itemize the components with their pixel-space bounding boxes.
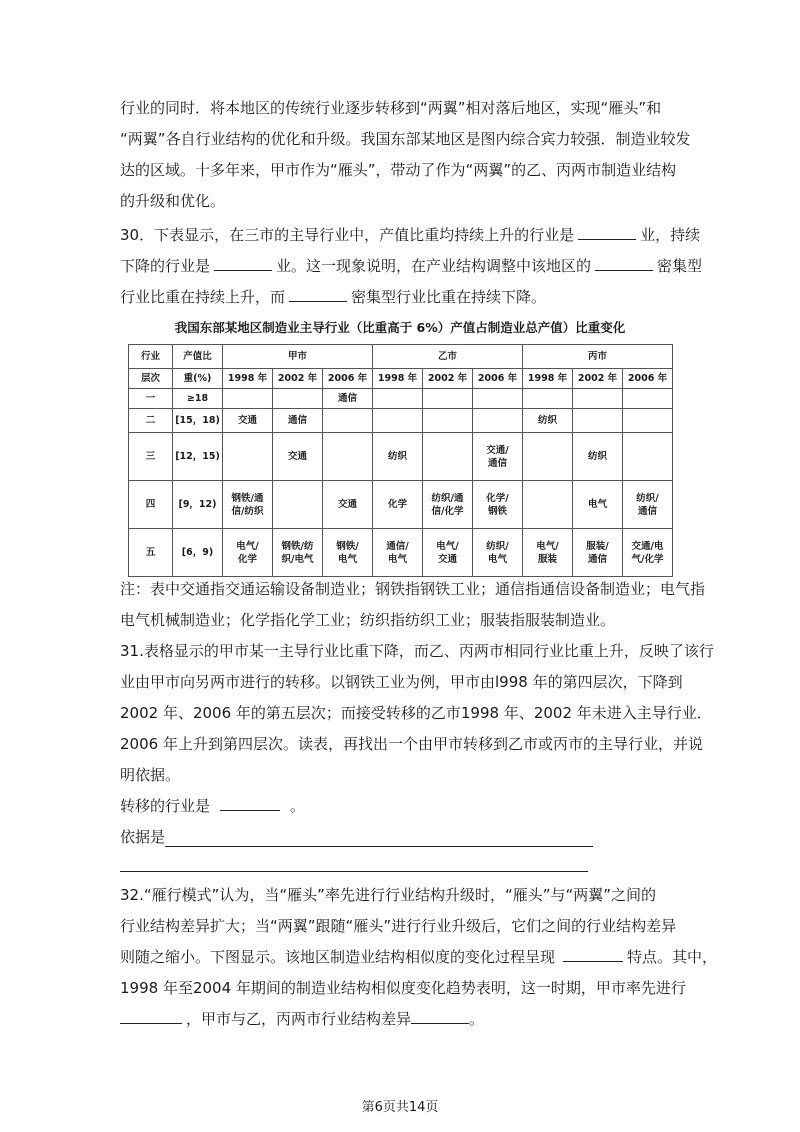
table-cell — [573, 389, 623, 409]
table-cell — [373, 529, 423, 577]
row-share-range: [15，18) — [173, 409, 223, 433]
cell-text: 交通 — [287, 451, 307, 462]
header-city-yi: 乙市 — [373, 345, 523, 369]
intro-line-3: 达的区域。十多年来，甲市作为“雁头”，带动了作为“两翼”的乙、丙两市制造业结构 — [120, 161, 677, 179]
q31-transfer-blank[interactable] — [220, 792, 280, 811]
q30-blank-4[interactable] — [289, 283, 347, 302]
q32-text-5a: ，甲市与乙，丙两市行业结构差异 — [186, 1010, 412, 1028]
table-cell — [523, 409, 573, 433]
table-cell — [323, 389, 373, 409]
table-cell — [423, 433, 473, 481]
row-share-range: [12，15) — [173, 433, 223, 481]
header-year: 2006 年 — [473, 369, 523, 389]
header-level: 行业 — [129, 345, 173, 369]
q32-line-3 — [120, 942, 718, 973]
table-cell — [323, 481, 373, 529]
cell-text: 信/化学 — [431, 505, 464, 517]
row-level: 三 — [129, 433, 173, 481]
header-year: 2002 年 — [423, 369, 473, 389]
header-city-bing: 丙市 — [523, 345, 673, 369]
header-share: 产值比 — [173, 345, 223, 369]
q31-line-3: 2002 年、2006 年的第五层次；而接受转移的乙市1998 年、2002 年未进入主导行业． — [120, 704, 712, 722]
cell-text: 钢铁/ — [336, 540, 359, 552]
table-row — [129, 409, 673, 433]
table-cell — [623, 481, 673, 529]
cell-text: 服装 — [537, 553, 557, 565]
cell-text: 纺织 — [587, 451, 607, 462]
question-31 — [120, 636, 714, 853]
table-cell — [523, 433, 573, 481]
q32-blank-1[interactable] — [563, 943, 623, 962]
header-year: 1998 年 — [373, 369, 423, 389]
cell-text: 电气 — [387, 553, 407, 565]
note-line-2: 电气机械制造业；化学指化学工业；纺织指纺织工业；服装指服装制造业。 — [120, 611, 616, 629]
q30-text-2a: 下降的行业是 — [120, 257, 211, 275]
table-cell — [573, 433, 623, 481]
table-cell — [273, 389, 323, 409]
q30-text-1b: 业，持续 — [640, 226, 701, 244]
q32-text-5b: 。 — [469, 1010, 485, 1028]
table-cell — [323, 409, 373, 433]
row-share-range: [9，12) — [173, 481, 223, 529]
cell-text: 通信 — [587, 553, 607, 565]
table-cell — [423, 409, 473, 433]
q30-text-2c: 密集型 — [657, 257, 703, 275]
cell-text: 气/化学 — [631, 553, 664, 565]
cell-text: 服装/ — [586, 540, 609, 552]
q32-line-2: 行业结构差异扩大；当“两翼”跟随“雁头”进行行业升级后，它们之间的行业结构差异 — [120, 917, 677, 935]
row-share-range: ≥18 — [173, 389, 223, 409]
table-cell — [273, 481, 323, 529]
cell-text: 化学 — [387, 499, 407, 510]
cell-text: 通信 — [487, 457, 507, 469]
header-year: 2002 年 — [273, 369, 323, 389]
table-cell — [273, 529, 323, 577]
question-32 — [120, 880, 718, 1035]
q30-line-2 — [120, 251, 703, 282]
table-note — [120, 574, 706, 636]
table-cell — [573, 409, 623, 433]
cell-text: 钢铁/纺 — [281, 540, 314, 552]
intro-line-1: 行业的同时．将本地区的传统行业逐步转移到“两翼”相对落后地区，实现“雁头”和 — [120, 99, 662, 117]
q30-blank-1[interactable] — [578, 221, 636, 240]
q32-text-3a: 则随之缩小。下图显示。该地区制造业结构相似度的变化过程呈现 — [120, 948, 556, 966]
table-cell — [223, 481, 273, 529]
table-row — [129, 389, 673, 409]
cell-text: 化学 — [237, 553, 257, 565]
header-year: 2006 年 — [623, 369, 673, 389]
industry-table-grid — [128, 344, 673, 577]
q32-line-5 — [120, 1004, 690, 1035]
table-cell — [373, 409, 423, 433]
intro-line-4: 的升级和优化。 — [120, 192, 226, 210]
table-cell — [473, 433, 523, 481]
cell-text: 电气 — [337, 553, 357, 565]
q30-text-3a: 行业比重在持续上升，而 — [120, 288, 286, 306]
row-level: 五 — [129, 529, 173, 577]
table-cell — [273, 433, 323, 481]
q32-blank-3[interactable] — [411, 1005, 469, 1024]
table-cell — [623, 529, 673, 577]
table-cell — [473, 529, 523, 577]
q30-text-2b: 业。这一现象说明，在产业结构调整中该地区的 — [276, 257, 592, 275]
q30-line-1 — [120, 220, 701, 251]
table-cell — [223, 389, 273, 409]
cell-text: 纺织 — [387, 451, 407, 462]
table-cell — [223, 433, 273, 481]
table-cell — [373, 433, 423, 481]
cell-text: 信/纺织 — [231, 505, 264, 517]
cell-text: 通信 — [337, 393, 357, 404]
q31-transfer-end: 。 — [290, 797, 306, 815]
table-cell — [573, 529, 623, 577]
table-row — [129, 529, 673, 577]
cell-text: 纺织 — [537, 415, 557, 426]
header-year: 1998 年 — [523, 369, 573, 389]
table-cell — [623, 389, 673, 409]
intro-paragraph — [120, 93, 690, 217]
q31-basis-label: 依据是 — [120, 828, 166, 846]
table-row — [129, 433, 673, 481]
note-line-1: 注：表中交通指交通运输设备制造业；钢铁指钢铁工业；通信指通信设备制造业；电气指 — [120, 580, 706, 598]
table-title: 我国东部某地区制造业主导行业（比重高于 6%）产值占制造业总产值）比重变化 — [174, 320, 626, 335]
table-cell — [473, 389, 523, 409]
header-year: 2002 年 — [573, 369, 623, 389]
header-year: 1998 年 — [223, 369, 273, 389]
cell-text: 通信 — [287, 415, 307, 426]
industry-table — [128, 344, 672, 577]
table-cell — [623, 409, 673, 433]
cell-text: 交通 — [237, 415, 257, 426]
q31-transfer-line — [120, 791, 690, 822]
table-cell — [323, 433, 373, 481]
cell-text: 交通 — [437, 553, 457, 565]
page-number: 第6页共14页 — [361, 1100, 439, 1115]
q31-line-2: 业由甲市向另两市进行的转移。以钢铁工业为例，甲市由l998 年的第四层次，下降到 — [120, 673, 683, 691]
q32-line-4: 1998 年至2004 年期间的制造业结构相似度变化趋势表明，这一时期，甲市率先进行 — [120, 979, 686, 997]
cell-text: 电气/ — [236, 540, 259, 552]
table-cell — [223, 409, 273, 433]
q30-blank-3[interactable] — [595, 252, 653, 271]
question-30 — [120, 220, 703, 313]
table-body — [129, 389, 673, 577]
table-cell — [323, 529, 373, 577]
cell-text: 通信 — [637, 505, 657, 517]
q31-extra-answer-line[interactable] — [120, 871, 588, 872]
q31-transfer-label: 转移的行业是 — [120, 797, 211, 815]
table-cell — [423, 389, 473, 409]
cell-text: 电气/ — [536, 540, 559, 552]
table-cell — [623, 433, 673, 481]
row-level: 一 — [129, 389, 173, 409]
cell-text: 织/电气 — [281, 553, 314, 565]
q32-text-3b: 特点。其中， — [627, 948, 718, 966]
q31-basis-answer-line[interactable] — [165, 846, 593, 847]
table-cell — [273, 409, 323, 433]
q30-text-1a: 30．下表显示，在三市的主导行业中，产值比重均持续上升的行业是 — [120, 226, 575, 244]
row-share-range: [6，9) — [173, 529, 223, 577]
header-level-2: 层次 — [129, 369, 173, 389]
header-city-jia: 甲市 — [223, 345, 373, 369]
table-row — [129, 481, 673, 529]
table-cell — [423, 481, 473, 529]
table-cell — [523, 389, 573, 409]
header-share-2: 重(%) — [173, 369, 223, 389]
q30-blank-2[interactable] — [214, 252, 272, 271]
cell-text: 通信/ — [386, 540, 409, 552]
q31-basis-line — [120, 822, 690, 853]
cell-text: 交通/ — [486, 444, 509, 456]
table-cell — [473, 481, 523, 529]
table-cell — [373, 389, 423, 409]
table-cell — [523, 529, 573, 577]
row-level: 四 — [129, 481, 173, 529]
q31-line-5: 明依据。 — [120, 766, 181, 784]
q30-line-3 — [120, 282, 690, 313]
cell-text: 电气/ — [436, 540, 459, 552]
q31-line-1: 31.表格显示的甲市某一主导行业比重下降，而乙、丙两市相同行业比重上升，反映了该行 — [120, 642, 714, 660]
table-cell — [573, 481, 623, 529]
cell-text: 交通 — [337, 499, 357, 510]
q32-line-1: 32.“雁行模式”认为，当“雁头”率先进行行业结构升级时，“雁头”与“两翼”之间的 — [120, 886, 657, 904]
cell-text: 纺织/ — [486, 540, 509, 552]
row-level: 二 — [129, 409, 173, 433]
table-cell — [423, 529, 473, 577]
q31-line-4: 2006 年上升到第四层次。读表，再找出一个由甲市转移到乙市或丙市的主导行业，并说 — [120, 735, 703, 753]
q30-text-3b: 密集型行业比重在持续下降。 — [351, 288, 547, 306]
header-year: 2006 年 — [323, 369, 373, 389]
intro-line-2: “两翼”各自行业结构的优化和升级。我国东部某地区是图内综合宾力较强．制造业较发 — [120, 130, 691, 148]
cell-text: 钢铁 — [487, 505, 507, 517]
cell-text: 纺织/ — [636, 492, 659, 504]
cell-text: 纺织/通 — [431, 492, 464, 504]
q32-blank-2[interactable] — [120, 1005, 182, 1024]
table-cell — [373, 481, 423, 529]
cell-text: 交通/电 — [631, 540, 664, 552]
table-cell — [473, 409, 523, 433]
cell-text: 电气 — [487, 553, 507, 565]
table-cell — [223, 529, 273, 577]
cell-text: 电气 — [587, 499, 607, 510]
cell-text: 钢铁/通 — [231, 492, 264, 504]
cell-text: 化学/ — [486, 492, 509, 504]
table-cell — [523, 481, 573, 529]
